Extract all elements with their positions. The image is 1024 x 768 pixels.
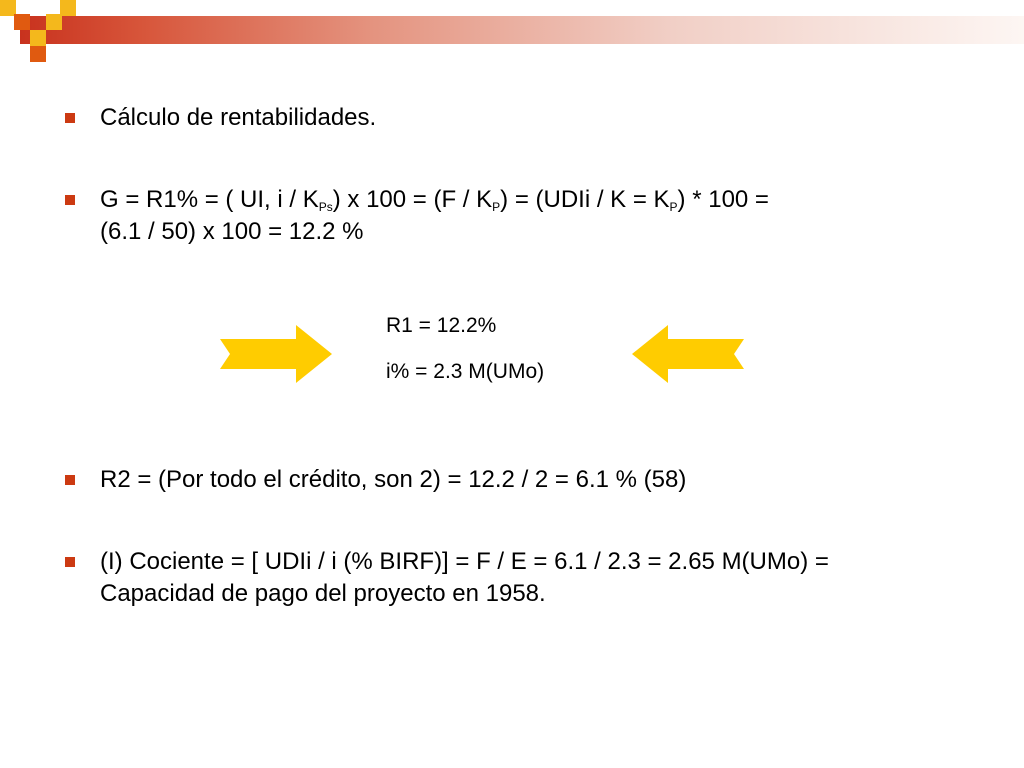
- logo-square: [60, 0, 76, 16]
- result-r1: R1 = 12.2%: [386, 314, 497, 337]
- logo-square: [30, 30, 46, 46]
- bullet-marker: [65, 113, 75, 123]
- subscript: P: [669, 200, 678, 214]
- header-gradient-band: [20, 16, 1024, 44]
- logo-square: [14, 14, 30, 30]
- result-i: i% = 2.3 M(UMo): [386, 360, 545, 383]
- subscript: P: [492, 200, 501, 214]
- arrow-left-icon: [632, 325, 744, 383]
- logo-square: [30, 46, 46, 62]
- arrow-right-icon: [220, 325, 332, 383]
- bullet-marker: [65, 557, 75, 567]
- subscript: Ps: [318, 200, 333, 214]
- bullet-text: Cálculo de rentabilidades.: [100, 104, 377, 131]
- bullet-text: G = R1% = ( UI, i / $K_{Ps}$) x $100 = (F / K_P)$ = (UDIi / $K = K_P) * 100$ = (6.1 / 50) x 100 = 12.2 %: [100, 186, 769, 245]
- bullet-text: (I) Cociente = [ UDIi / i (% BIRF)] = F / E = 6.1 / 2.3 = 2.65 M(UMo) = Capacidad de pago del proyecto en 1958.: [100, 548, 829, 607]
- bullet-text: R2 = (Por todo el crédito, son 2) = 12.2 / 2 = 6.1 % (58): [100, 466, 687, 493]
- bullet-marker: [65, 475, 75, 485]
- bullet-marker: [65, 195, 75, 205]
- logo-square: [46, 14, 62, 30]
